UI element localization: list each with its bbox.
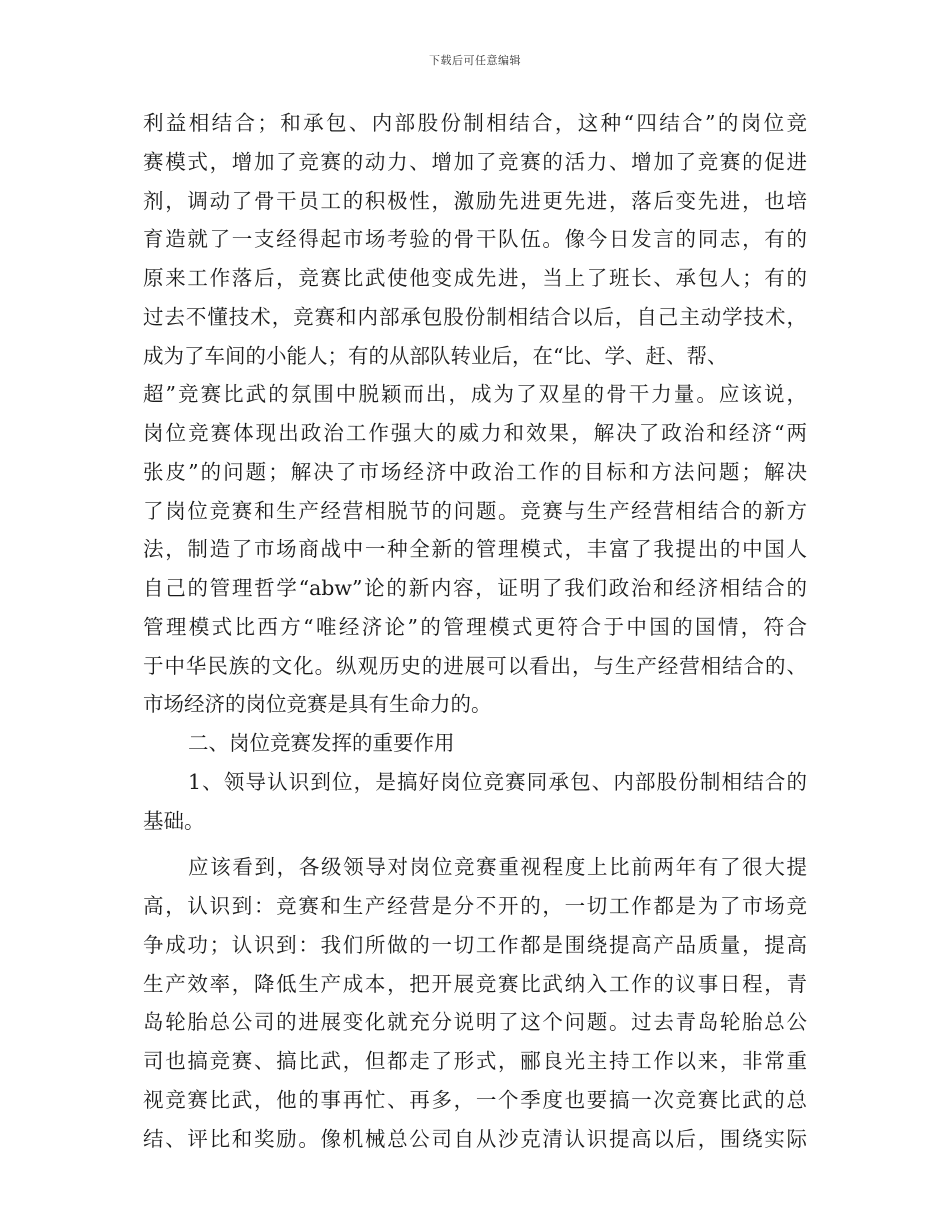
text-line: 赛模式，增加了竞赛的动力、增加了竞赛的活力、增加了竞赛的促进 [143, 149, 807, 174]
text-line: 张皮”的问题；解决了市场经济中政治工作的目标和方法问题；解决 [143, 459, 807, 484]
section-heading [143, 724, 807, 763]
text-line: 高，认识到：竞赛和生产经营是分不开的，一切工作都是为了市场竞 [143, 894, 807, 918]
text-line: 法，制造了市场商战中一种全新的管理模式，丰富了我提出的中国人 [143, 537, 807, 562]
text-line: 司也搞竞赛、搞比武，但都走了形式，郦良光主持工作以来，非常重 [143, 1049, 807, 1073]
text-line: 应该看到，各级领导对岗位竞赛重视程度上比前两年有了很大提 [188, 855, 807, 880]
text-line: 结、评比和奖励。像机械总公司自从沙克清认识提高以后，围绕实际 [143, 1126, 807, 1151]
text-line: 争成功；认识到：我们所做的一切工作都是围绕提高产品质量，提高 [143, 932, 807, 957]
paragraph [143, 104, 807, 724]
text-line: 原来工作落后，竞赛比武使他变成先进，当上了班长、承包人；有的 [143, 266, 807, 290]
text-line: 育造就了一支经得起市场考验的骨干队伍。像今日发言的同志，有的 [143, 227, 807, 252]
text-line: 利益相结合；和承包、内部股份制相结合，这种“四结合”的岗位竞 [143, 111, 807, 135]
text-line: 过去不懂技术，竞赛和内部承包股份制相结合以后，自己主动学技术， [143, 304, 807, 329]
text-line: 基础。 [143, 808, 205, 833]
text-line: 剂，调动了骨干员工的积极性，激励先进更先进，落后变先进，也培 [143, 188, 807, 213]
text-line: 管理模式比西方“唯经济论”的管理模式更符合于中国的国情，符合 [143, 614, 807, 639]
text-line: 1、领导认识到位，是搞好岗位竞赛同承包、内部股份制相结合的 [188, 769, 807, 794]
paragraph [143, 848, 807, 1158]
heading-text: 二、岗位竞赛发挥的重要作用 [188, 731, 455, 755]
text-line: 岛轮胎总公司的进展变化就充分说明了这个问题。过去青岛轮胎总公 [143, 1010, 807, 1035]
text-line: 市场经济的岗位竞赛是具有生命力的。 [143, 692, 492, 717]
text-line: 于中华民族的文化。纵观历史的进展可以看出，与生产经营相结合的、 [143, 653, 807, 678]
text-line: 自己的管理哲学“abw”论的新内容，证明了我们政治和经济相结合的 [143, 576, 807, 600]
document-body [143, 104, 807, 1158]
text-line: 生产效率，降低生产成本，把开展竞赛比武纳入工作的议事日程，青 [143, 971, 807, 996]
text-line: 了岗位竞赛和生产经营相脱节的问题。竞赛与生产经营相结合的新方 [143, 498, 807, 523]
text-line: 超”竞赛比武的氛围中脱颖而出，成为了双星的骨干力量。应该说， [143, 382, 807, 407]
page-header: 下载后可任意编辑 [429, 54, 521, 67]
paragraph [143, 763, 807, 841]
text-line: 岗位竞赛体现出政治工作强大的威力和效果，解决了政治和经济“两 [143, 421, 807, 445]
text-line: 视竞赛比武，他的事再忙、再多，一个季度也要搞一次竞赛比武的总 [143, 1087, 807, 1112]
text-line: 成为了车间的小能人；有的从部队转业后，在“比、学、赶、帮、 [143, 343, 728, 368]
